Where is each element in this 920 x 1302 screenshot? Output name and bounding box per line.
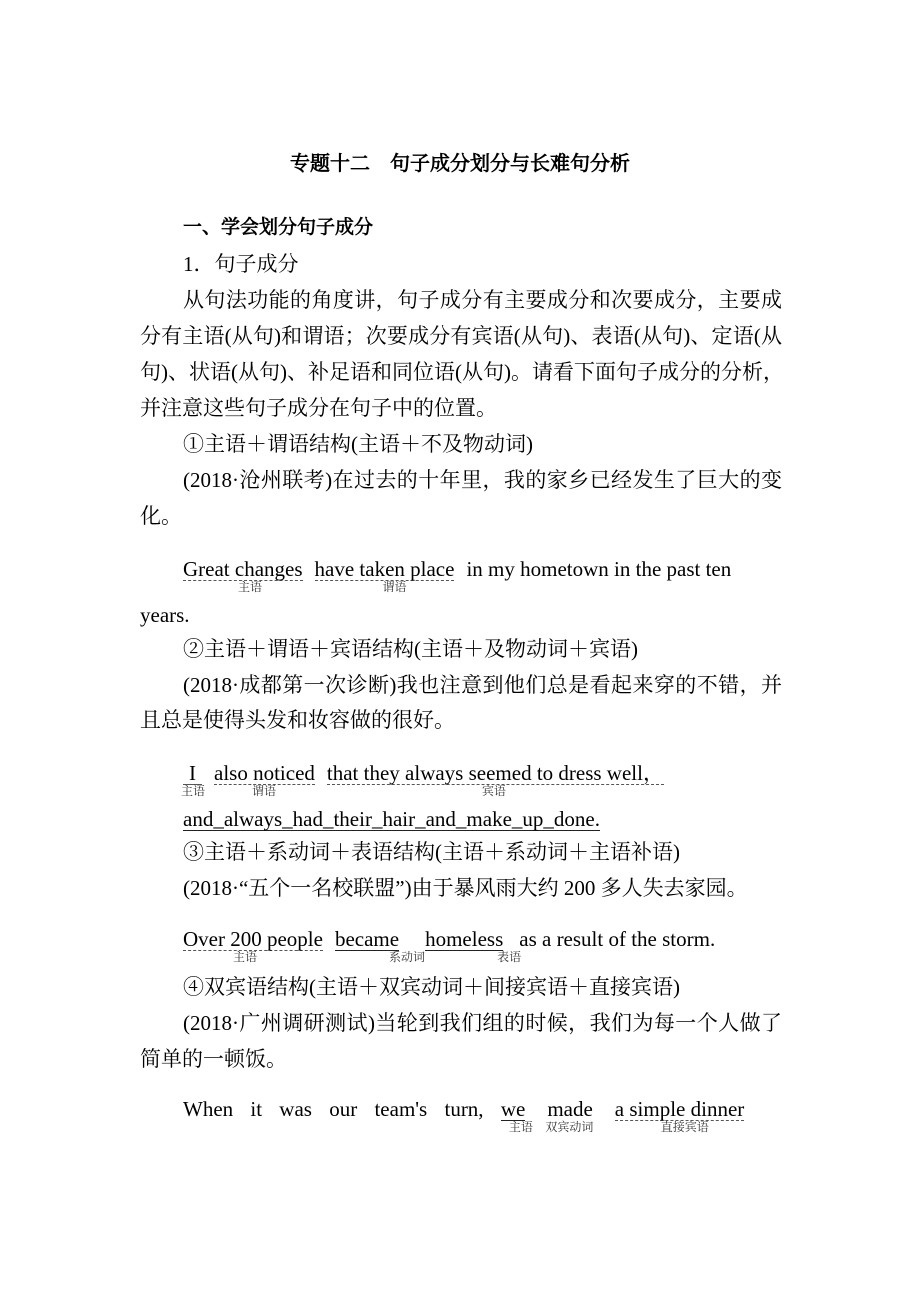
example-sentence xyxy=(183,556,782,594)
part-label: 主语 xyxy=(181,784,206,798)
sentence-continuation: years. xyxy=(140,603,190,627)
example-source: 简单的一顿饭。 xyxy=(140,1047,287,1071)
part-label: 双宾动词 xyxy=(545,1120,594,1134)
example-source: (2018·“五个一名校联盟”)由于暴风雨大约 200 多人失去家园。 xyxy=(183,876,748,900)
example-heading: ③主语＋系动词＋表语结构(主语＋系动词＋主语补语) xyxy=(183,840,680,864)
part-label: 系动词 xyxy=(388,950,425,964)
intro-line: 并注意这些句子成分在句子中的位置。 xyxy=(140,396,497,420)
sentence-part: Over 200 people 主语 xyxy=(183,928,323,951)
part-label: 谓语 xyxy=(382,580,407,594)
sentence-part: made 双宾动词 xyxy=(547,1098,592,1120)
example-source: (2018·成都第一次诊断)我也注意到他们总是看起来穿的不错，并 xyxy=(183,673,782,697)
sentence-part: homeless 表语 xyxy=(425,928,503,951)
sentence-continuation: and_always_had_their_hair_and_make_up_done. xyxy=(183,807,600,831)
example-sentence xyxy=(183,926,782,964)
page-title: 专题十二 句子成分划分与长难句分析 xyxy=(290,151,630,175)
sentence-part: have taken place 谓语 xyxy=(315,558,455,581)
intro-line: 句)、状语(从句)、补足语和同位语(从句)。请看下面句子成分的分析， xyxy=(140,360,784,384)
example-source: (2018·沧州联考)在过去的十年里，我的家乡已经发生了巨大的变 xyxy=(183,468,782,492)
section-heading: 一、学会划分句子成分 xyxy=(183,216,374,238)
sentence-part: also noticed 谓语 xyxy=(214,762,315,785)
part-label: 直接宾语 xyxy=(660,1120,709,1134)
part-label: 主语 xyxy=(233,950,258,964)
example-heading: ④双宾语结构(主语＋双宾动词＋间接宾语＋直接宾语) xyxy=(183,975,680,999)
part-label: 主语 xyxy=(508,1120,533,1134)
example-heading: ②主语＋谓语＋宾语结构(主语＋及物动词＋宾语) xyxy=(183,637,638,661)
intro-line: 分有主语(从句)和谓语；次要成分有宾语(从句)、表语(从句)、定语(从 xyxy=(140,324,782,348)
part-label: 表语 xyxy=(497,950,522,964)
sentence-lead: When it was our team's turn, xyxy=(183,1097,484,1121)
sentence-part: I 主语 xyxy=(183,762,202,785)
example-source: 化。 xyxy=(140,504,182,528)
sentence-rest: as a result of the storm. xyxy=(519,927,716,951)
example-source: 且总是使得头发和妆容做的很好。 xyxy=(140,708,455,732)
example-heading: ①主语＋谓语结构(主语＋不及物动词) xyxy=(183,432,533,456)
sentence-part: Great changes 主语 xyxy=(183,558,303,581)
example-sentence xyxy=(181,760,782,798)
intro-line: 从句法功能的角度讲，句子成分有主要成分和次要成分，主要成 xyxy=(183,288,782,312)
example-sentence xyxy=(183,1096,782,1134)
part-label: 宾语 xyxy=(481,784,506,798)
sentence-part: that they always seemed to dress well， 宾语 xyxy=(327,762,664,785)
sentence-rest: in my hometown in the past ten xyxy=(466,557,732,581)
part-label: 主语 xyxy=(238,580,263,594)
sentence-part: became 系动词 xyxy=(335,928,399,951)
part-label: 谓语 xyxy=(252,784,277,798)
sentence-part: we 主语 xyxy=(501,1098,526,1121)
example-source: (2018·广州调研测试)当轮到我们组的时候，我们为每一个人做了 xyxy=(183,1011,782,1035)
subsection-heading: 1．句子成分 xyxy=(183,252,299,276)
sentence-part: a simple dinner 直接宾语 xyxy=(615,1098,744,1121)
